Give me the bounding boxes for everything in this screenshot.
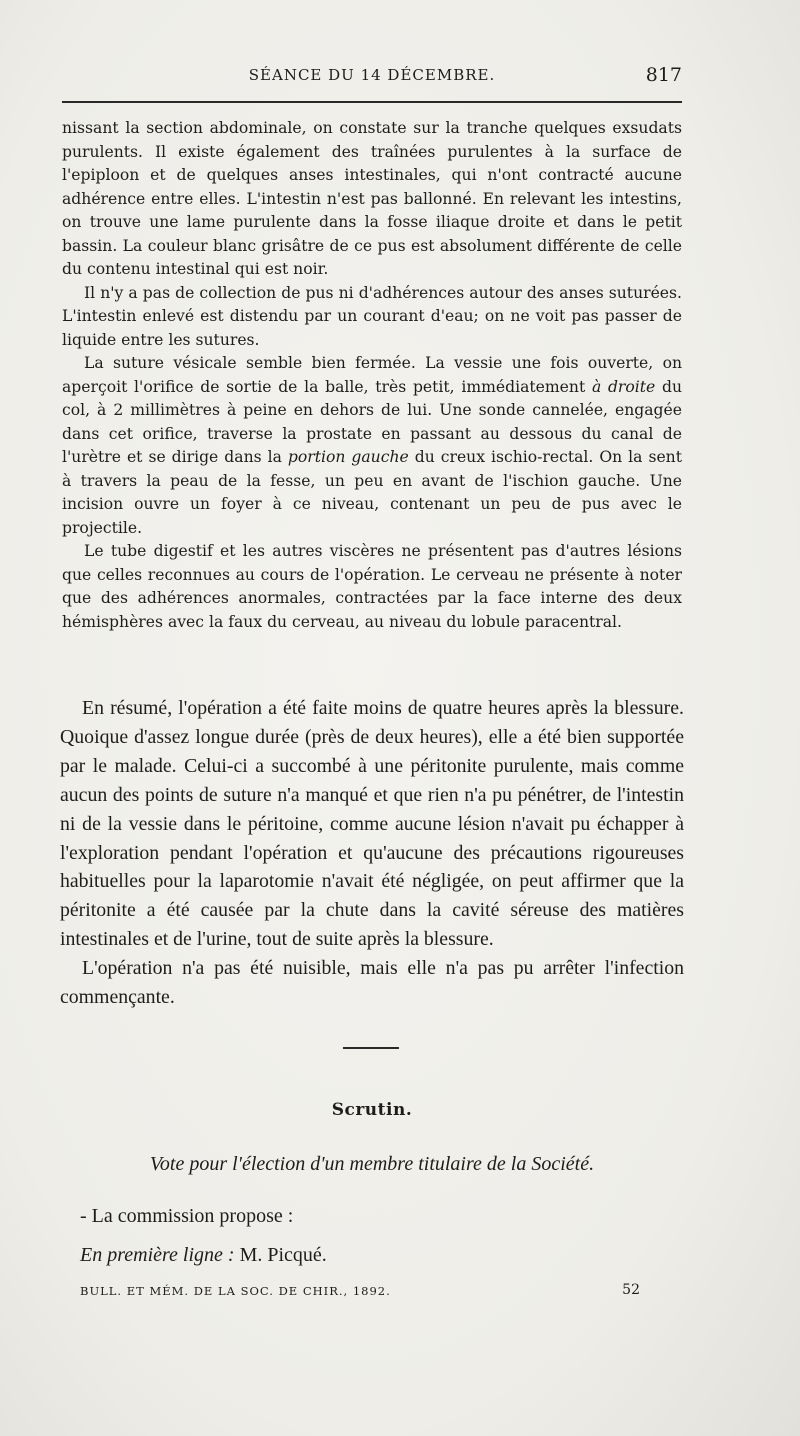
summary-paragraph-1: En résumé, l'opération a été faite moins de quatre heures après la blessure. Quoique d'assez longue durée (près de deux heures), elle a été bien supportée par le malade. Celui-ci a succombé à une péritonite purulente, mais comme aucun des points de suture n'a manqué et que rien n'a pu pénétrer, de l'intestin ni de la vessie dans le péritoine, comme aucune lésion n'avait pu échapper à l'exploration pendant l'opération et qu'aucune des précautions rigoureuses habituelles pour la laparotomie n'avait été négligée, on peut affirmer que la péritonite a été causée par la chute dans la cavité séreuse des matières intestinales et de l'urine, tout de suite après la blessure. [60,697,684,951]
summary-paragraph-2: L'opération n'a pas été nuisible, mais elle n'a pas pu arrêter l'infection commençante. [60,957,684,1009]
autopsy-p3-italic-droite: à droite [591,377,656,396]
autopsy-p3-text-a: La suture vésicale semble bien fermée. La vessie une fois ouverte, on aperçoit l'orifice de sortie de la balle, très petit, immédiatement [62,354,682,396]
autopsy-report [62,117,682,634]
header-rule [62,101,682,103]
section-divider [343,1047,399,1049]
autopsy-paragraph-4: Le tube digestif et les autres viscères ne présentent pas d'autres lésions que celles reconnues au cours de l'opération. Le cerveau ne présente à noter que des adhérences anormales, contractées par la face interne des deux hémisphères avec la faux du cerveau, au niveau du lobule paracentral. [62,542,682,631]
page-footer [80,1282,640,1302]
autopsy-p3-text-e: du creux ischio-rectal. On la sent à travers la peau de la fesse, un peu en avant de l'ischion gauche. Une incision ouvre un foyer à ce niveau, contenant un peu de pus avec le projectile. [62,448,682,537]
autopsy-paragraph-1: nissant la section abdominale, on constate sur la tranche quelques exsudats purulents. Il existe également des traînées purulentes à la surface de l'epiploon et de quelques anses intestinales, qui n'ont contracté aucune adhérence entre elles. L'intestin n'est pas ballonné. En relevant les intestins, on trouve une lame purulente dans la fosse iliaque droite et dans le petit bassin. La couleur blanc grisâtre de ce pus est absolument différente de celle du contenu intestinal qui est noir. [62,119,682,278]
running-title: SÉANCE DU 14 DÉCEMBRE. [248,66,496,84]
autopsy-p3-italic-portion: portion gauche [287,448,409,466]
running-head [62,64,682,88]
first-choice-line [80,1244,327,1267]
summary-section [60,694,684,1012]
autopsy-paragraph-3 [62,352,682,540]
autopsy-p3-text-c: du col, à 2 millimètres à peine en dehors de lui. Une sonde cannelée, engagée dans cet orifice, traverse la prostate en passant au dessous du canal de l'urètre et se dirige dans la [62,377,683,466]
vote-line: Vote pour l'élection d'un membre titulaire de la Société. [149,1153,595,1175]
journal-citation: BULL. ET MÉM. DE LA SOC. DE CHIR., 1892. [80,1284,391,1298]
commission-line: - La commission propose : [80,1205,294,1227]
first-choice-name: M. Picqué. [234,1244,327,1266]
scrutin-heading: Scrutin. [331,1100,413,1120]
signature-mark: 52 [622,1282,640,1298]
first-choice-label: En première ligne : [80,1244,235,1266]
page-number: 817 [645,64,682,86]
autopsy-paragraph-2: Il n'y a pas de collection de pus ni d'adhérences autour des anses suturées. L'intestin enlevé est distendu par un courant d'eau; on ne voit pas passer de liquide entre les sutures. [62,283,682,349]
